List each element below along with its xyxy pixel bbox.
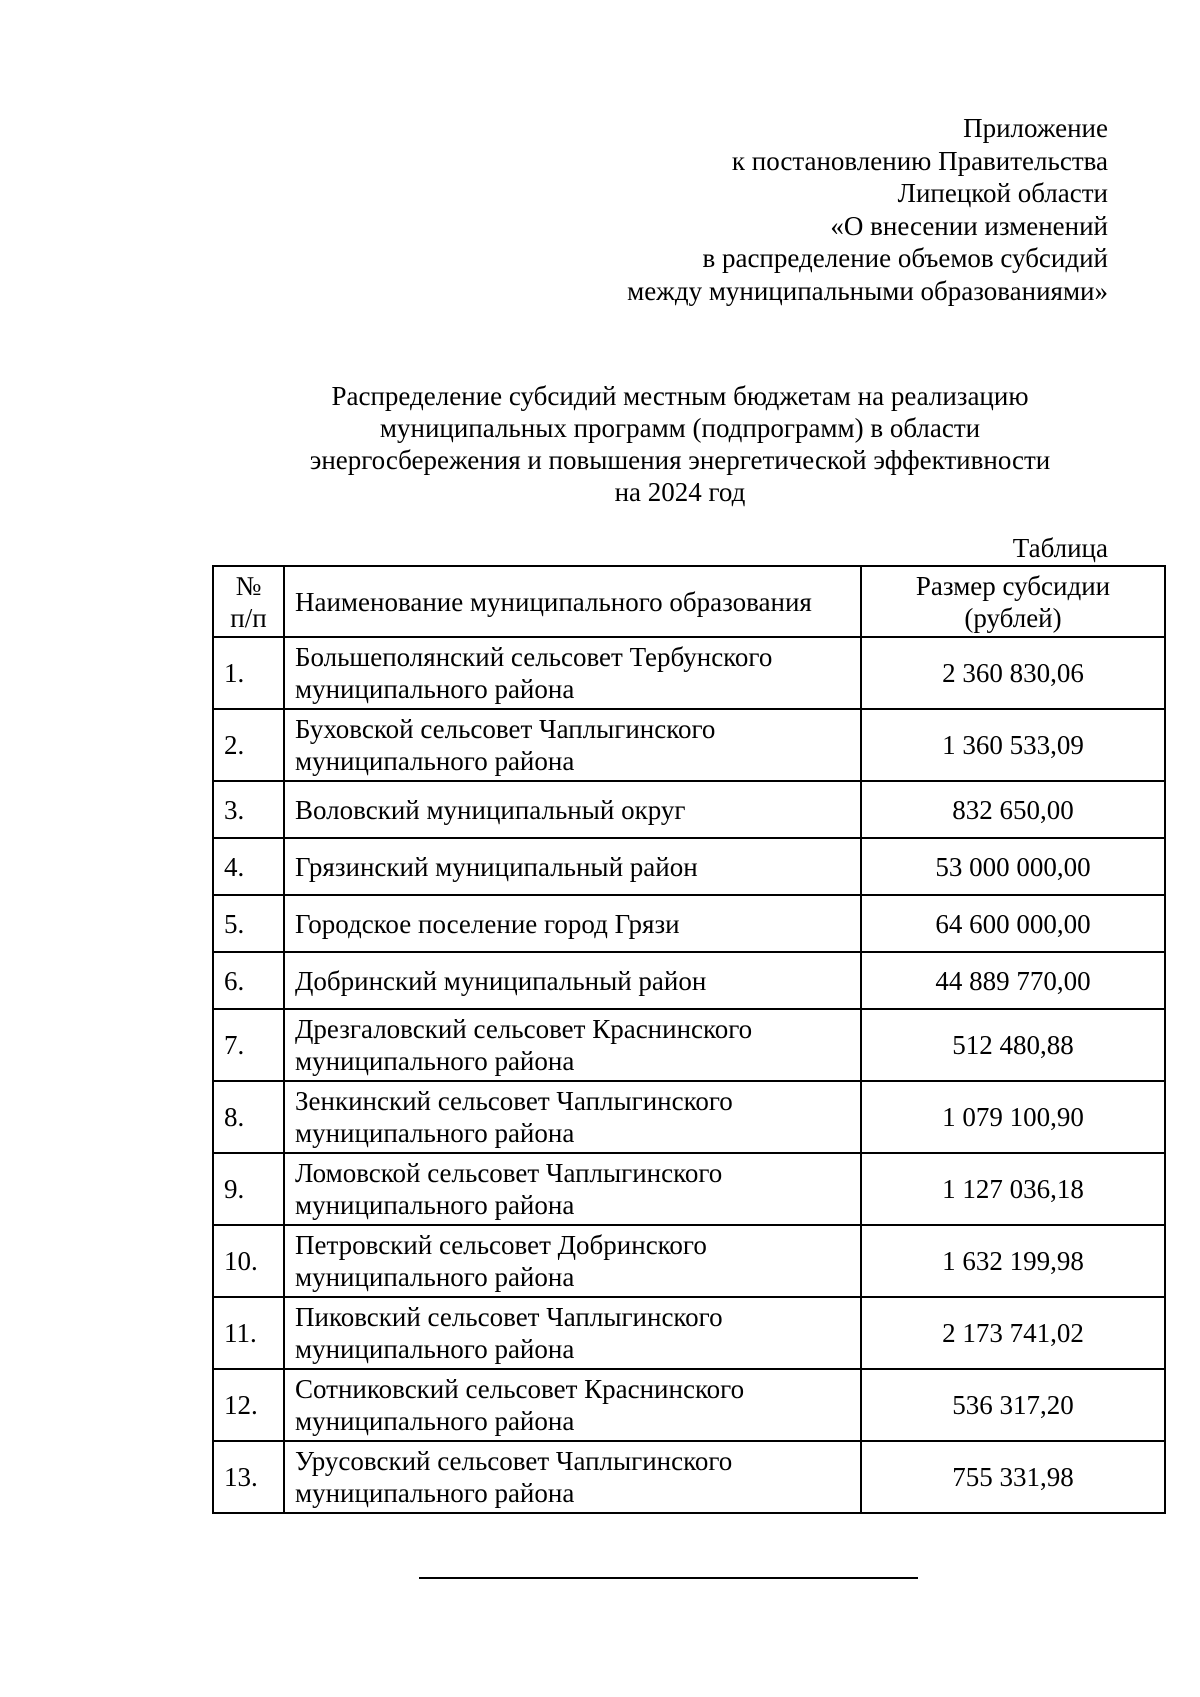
row-name <box>284 1225 861 1297</box>
row-amount: 755 331,98 <box>861 1441 1165 1513</box>
table-row <box>213 781 1165 838</box>
header-amount-label: Размер субсидии <box>915 570 1111 601</box>
row-name-line: муниципального района <box>295 1406 575 1436</box>
row-name-line: Большеполянский сельсовет Тербунского <box>295 642 773 672</box>
row-name: Грязинский муниципальный район <box>284 838 861 895</box>
row-name-line: муниципального района <box>295 1334 575 1364</box>
table-row <box>213 1369 1165 1441</box>
row-name-line: Сотниковский сельсовет Краснинского <box>295 1374 745 1404</box>
row-name: Городское поселение город Грязи <box>284 895 861 952</box>
header-amount <box>861 566 1165 637</box>
row-name <box>284 1009 861 1081</box>
appendix-line: к постановлению Правительства <box>731 145 1108 176</box>
closing-divider <box>419 1577 918 1579</box>
table-header-row <box>213 566 1165 637</box>
row-name <box>284 637 861 709</box>
row-amount: 53 000 000,00 <box>861 838 1165 895</box>
row-name <box>284 1081 861 1153</box>
row-amount: 44 889 770,00 <box>861 952 1165 1009</box>
row-name: Добринский муниципальный район <box>284 952 861 1009</box>
row-amount: 512 480,88 <box>861 1009 1165 1081</box>
table-row <box>213 895 1165 952</box>
row-name-line: Зенкинский сельсовет Чаплыгинского <box>295 1086 733 1116</box>
row-name <box>284 709 861 781</box>
table-row <box>213 952 1165 1009</box>
table-row <box>213 1441 1165 1513</box>
row-number: 13. <box>213 1441 284 1513</box>
row-amount: 1 127 036,18 <box>861 1153 1165 1225</box>
row-name: Воловский муниципальный округ <box>284 781 861 838</box>
row-name-line: Урусовский сельсовет Чаплыгинского <box>295 1446 733 1476</box>
row-name-line: муниципального района <box>295 746 575 776</box>
header-number <box>213 566 284 637</box>
row-amount: 1 632 199,98 <box>861 1225 1165 1297</box>
header-amount-unit: (рублей) <box>964 602 1062 633</box>
row-number: 5. <box>213 895 284 952</box>
row-number: 8. <box>213 1081 284 1153</box>
appendix-block <box>508 112 1108 307</box>
table-caption: Таблица <box>1012 533 1108 563</box>
row-name-line: муниципального района <box>295 1046 575 1076</box>
table-row <box>213 1297 1165 1369</box>
row-number: 2. <box>213 709 284 781</box>
row-number: 12. <box>213 1369 284 1441</box>
document-title <box>270 380 1090 508</box>
row-number: 7. <box>213 1009 284 1081</box>
row-amount: 1 360 533,09 <box>861 709 1165 781</box>
row-name <box>284 1441 861 1513</box>
appendix-line: в распределение объемов субсидий <box>702 243 1108 273</box>
title-line: муниципальных программ (подпрограмм) в области <box>379 413 981 443</box>
row-amount: 1 079 100,90 <box>861 1081 1165 1153</box>
row-amount: 2 360 830,06 <box>861 637 1165 709</box>
title-line: энергосбережения и повышения энергетической эффективности <box>309 445 1051 475</box>
appendix-line: Приложение <box>963 113 1108 143</box>
row-name <box>284 1369 861 1441</box>
row-amount: 832 650,00 <box>861 781 1165 838</box>
row-name-line: Ломовской сельсовет Чаплыгинского <box>295 1158 723 1188</box>
row-amount: 2 173 741,02 <box>861 1297 1165 1369</box>
table-row <box>213 1081 1165 1153</box>
table-row <box>213 637 1165 709</box>
row-number: 4. <box>213 838 284 895</box>
table-row <box>213 1225 1165 1297</box>
row-name-line: Петровский сельсовет Добринского <box>295 1230 707 1260</box>
row-name-line: муниципального района <box>295 1118 575 1148</box>
title-line: Распределение субсидий местным бюджетам на реализацию <box>331 381 1029 411</box>
row-number: 1. <box>213 637 284 709</box>
header-name: Наименование муниципального образования <box>284 566 861 637</box>
table-row <box>213 1153 1165 1225</box>
header-number-abbr: п/п <box>230 602 267 633</box>
row-name-line: Буховской сельсовет Чаплыгинского <box>295 714 716 744</box>
appendix-line: Липецкой области <box>897 178 1108 208</box>
appendix-line: между муниципальными образованиями» <box>627 275 1108 306</box>
table-row <box>213 838 1165 895</box>
row-name-line: Дрезгаловский сельсовет Краснинского <box>295 1014 753 1044</box>
title-line: на 2024 год <box>614 477 746 507</box>
row-number: 11. <box>213 1297 284 1369</box>
row-number: 3. <box>213 781 284 838</box>
table-row <box>213 709 1165 781</box>
row-number: 6. <box>213 952 284 1009</box>
row-name-line: муниципального района <box>295 1478 575 1508</box>
subsidies-table <box>212 565 1166 1514</box>
row-name-line: муниципального района <box>295 674 575 704</box>
row-name-line: муниципального района <box>295 1190 575 1220</box>
header-number-symbol: № <box>235 570 262 601</box>
table-row <box>213 1009 1165 1081</box>
row-amount: 536 317,20 <box>861 1369 1165 1441</box>
row-number: 9. <box>213 1153 284 1225</box>
row-name-line: муниципального района <box>295 1262 575 1292</box>
row-name-line: Пиковский сельсовет Чаплыгинского <box>295 1302 723 1332</box>
row-name <box>284 1297 861 1369</box>
row-number: 10. <box>213 1225 284 1297</box>
row-name <box>284 1153 861 1225</box>
row-amount: 64 600 000,00 <box>861 895 1165 952</box>
appendix-line: «О внесении изменений <box>830 210 1108 241</box>
